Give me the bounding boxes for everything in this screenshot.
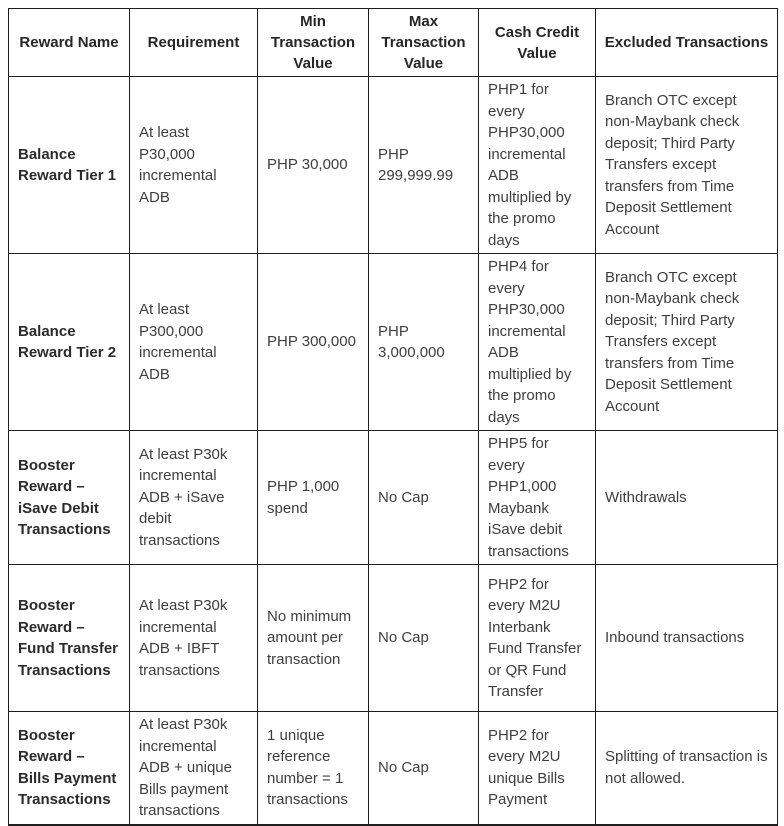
cell-cash-credit-value: PHP5 for every PHP1,000 Maybank iSave debit transactions <box>479 431 596 565</box>
cell-excluded-transactions: Inbound transactions <box>596 565 778 712</box>
table-row-balance-reward-tier-2 <box>9 254 778 431</box>
cell-requirement: At least P30k incremental ADB + iSave debit transactions <box>130 431 258 565</box>
rewards-table-container <box>8 8 777 819</box>
cell-cash-credit-value: PHP2 for every M2U unique Bills Payment <box>479 712 596 825</box>
cell-excluded-transactions: Branch OTC except non-Maybank check deposit; Third Party Transfers except transfers from Time Deposit Settlement Account <box>596 77 778 254</box>
table-row-booster-bills-payment <box>9 712 778 825</box>
column-header-excluded-transactions: Excluded Transactions <box>596 9 778 77</box>
rewards-table <box>8 8 778 826</box>
table-header <box>9 9 778 77</box>
cell-max-transaction-value: No Cap <box>369 565 479 712</box>
column-header-requirement: Requirement <box>130 9 258 77</box>
table-row-booster-fund-transfer <box>9 565 778 712</box>
cell-min-transaction-value: PHP 30,000 <box>258 77 369 254</box>
cell-max-transaction-value: No Cap <box>369 712 479 825</box>
cell-requirement: At least P30k incremental ADB + IBFT transactions <box>130 565 258 712</box>
cell-max-transaction-value: No Cap <box>369 431 479 565</box>
cell-excluded-transactions: Splitting of transaction is not allowed. <box>596 712 778 825</box>
cell-reward-name: Balance Reward Tier 1 <box>9 77 130 254</box>
table-row-booster-isave-debit <box>9 431 778 565</box>
cell-min-transaction-value: 1 unique reference number = 1 transactions <box>258 712 369 825</box>
cell-reward-name: Balance Reward Tier 2 <box>9 254 130 431</box>
cell-requirement: At least P30,000 incremental ADB <box>130 77 258 254</box>
table-body <box>9 77 778 825</box>
header-row <box>9 9 778 77</box>
cell-max-transaction-value: PHP 299,999.99 <box>369 77 479 254</box>
cell-min-transaction-value: PHP 1,000 spend <box>258 431 369 565</box>
column-header-min-transaction-value: Min Transaction Value <box>258 9 369 77</box>
cell-reward-name: Booster Reward – Fund Transfer Transactions <box>9 565 130 712</box>
cell-requirement: At least P300,000 incremental ADB <box>130 254 258 431</box>
cell-excluded-transactions: Branch OTC except non-Maybank check deposit; Third Party Transfers except transfers from Time Deposit Settlement Account <box>596 254 778 431</box>
cell-cash-credit-value: PHP1 for every PHP30,000 incremental ADB multiplied by the promo days <box>479 77 596 254</box>
column-header-reward-name: Reward Name <box>9 9 130 77</box>
cell-reward-name: Booster Reward – Bills Payment Transactions <box>9 712 130 825</box>
cell-reward-name: Booster Reward – iSave Debit Transactions <box>9 431 130 565</box>
table-row-balance-reward-tier-1 <box>9 77 778 254</box>
cell-max-transaction-value: PHP 3,000,000 <box>369 254 479 431</box>
cell-min-transaction-value: PHP 300,000 <box>258 254 369 431</box>
cell-min-transaction-value: No minimum amount per transaction <box>258 565 369 712</box>
cell-excluded-transactions: Withdrawals <box>596 431 778 565</box>
cell-requirement: At least P30k incremental ADB + unique Bills payment transactions <box>130 712 258 825</box>
cell-cash-credit-value: PHP4 for every PHP30,000 incremental ADB multiplied by the promo days <box>479 254 596 431</box>
column-header-cash-credit-value: Cash Credit Value <box>479 9 596 77</box>
cell-cash-credit-value: PHP2 for every M2U Interbank Fund Transfer or QR Fund Transfer <box>479 565 596 712</box>
column-header-max-transaction-value: Max Transaction Value <box>369 9 479 77</box>
